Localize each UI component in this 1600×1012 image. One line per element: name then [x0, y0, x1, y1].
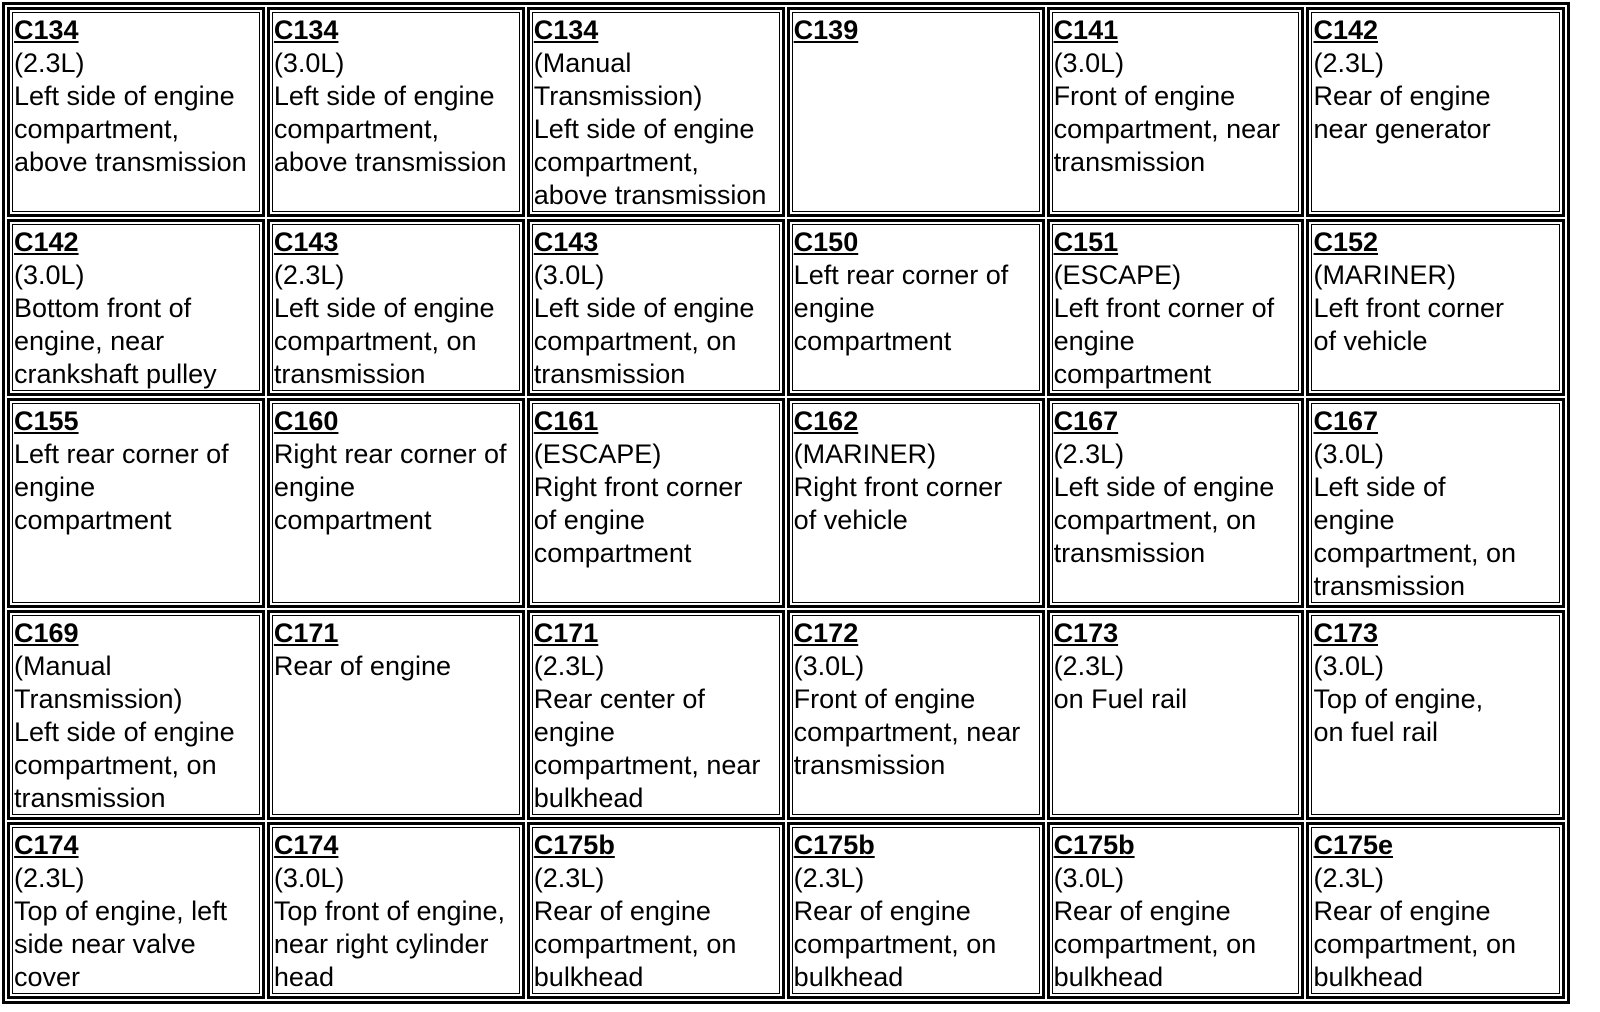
- location-text-line: transmission: [793, 750, 946, 780]
- table-row: [7, 219, 1565, 396]
- location-text-line: of vehicle: [793, 505, 908, 535]
- connector-code-link[interactable]: C175b: [533, 830, 615, 860]
- table-row: [7, 822, 1565, 999]
- location-text-line: (MARINER): [793, 439, 937, 469]
- location-text-line: (2.3L): [1313, 863, 1384, 893]
- location-text-line: Left rear corner of: [14, 439, 229, 469]
- location-text-line: Rear of engine: [273, 651, 452, 681]
- location-text-line: side near valve: [14, 929, 196, 959]
- connector-cell: [1306, 219, 1565, 396]
- location-text-line: compartment, on: [1313, 538, 1517, 568]
- location-text-line: above transmission: [533, 180, 767, 210]
- connector-cell: [1047, 610, 1305, 820]
- location-text-line: Left side of: [1313, 472, 1446, 502]
- table-body: [7, 7, 1565, 999]
- connector-cell: [267, 219, 525, 396]
- connector-code-link[interactable]: C160: [273, 406, 339, 436]
- location-text-line: (3.0L): [1053, 48, 1125, 78]
- location-text-line: compartment, on: [1053, 929, 1257, 959]
- connector-cell: [527, 219, 785, 396]
- connector-cell: [527, 7, 785, 217]
- location-text-line: bulkhead: [1313, 962, 1424, 992]
- connector-cell: [7, 398, 265, 608]
- location-text-line: Top of engine, left: [14, 896, 228, 926]
- location-text-line: Rear of engine: [1313, 896, 1491, 926]
- connector-cell: [7, 610, 265, 820]
- connector-code-link[interactable]: C150: [793, 227, 859, 257]
- connector-code-link[interactable]: C173: [1053, 618, 1119, 648]
- connector-code-link[interactable]: C143: [273, 227, 339, 257]
- connector-code-link[interactable]: C174: [273, 830, 339, 860]
- connector-code-link[interactable]: C171: [533, 618, 599, 648]
- location-text-line: Left side of engine: [1053, 472, 1275, 502]
- location-text-line: engine: [273, 472, 355, 502]
- location-text-line: near right cylinder: [273, 929, 489, 959]
- connector-code-link[interactable]: C175b: [1053, 830, 1135, 860]
- location-text-line: transmission: [1053, 538, 1206, 568]
- location-text-line: crankshaft pulley: [14, 359, 217, 389]
- connector-cell: [267, 822, 525, 999]
- location-text-line: compartment, near: [1053, 114, 1281, 144]
- connector-cell: [7, 822, 265, 999]
- location-text-line: Left side of engine: [14, 81, 235, 111]
- location-text-line: compartment, near: [533, 750, 761, 780]
- location-text-line: Left rear corner of: [793, 260, 1009, 290]
- connector-cell: [267, 610, 525, 820]
- location-text-line: (3.0L): [1313, 651, 1384, 681]
- connector-code-link[interactable]: C142: [1313, 15, 1378, 45]
- connector-cell: [787, 822, 1045, 999]
- location-text-line: Left front corner of: [1053, 293, 1275, 323]
- location-text-line: (3.0L): [1313, 439, 1384, 469]
- location-text-line: Right rear corner of: [273, 439, 507, 469]
- connector-cell: [7, 219, 265, 396]
- location-text-line: bulkhead: [1053, 962, 1164, 992]
- location-text-line: of engine: [533, 505, 645, 535]
- location-text-line: head: [273, 962, 334, 992]
- location-text-line: engine: [793, 293, 875, 323]
- connector-code-link[interactable]: C167: [1053, 406, 1119, 436]
- location-text-line: (2.3L): [793, 863, 865, 893]
- connector-cell: [7, 7, 265, 217]
- location-text-line: Left side of engine: [533, 293, 755, 323]
- connector-cell: [1047, 822, 1305, 999]
- location-text-line: compartment: [14, 505, 172, 535]
- location-text-line: (3.0L): [533, 260, 605, 290]
- location-text-line: (3.0L): [273, 48, 345, 78]
- location-text-line: compartment, on: [793, 929, 997, 959]
- location-text-line: Right front corner: [793, 472, 1003, 502]
- location-text-line: (2.3L): [14, 863, 85, 893]
- location-text-line: Left side of engine: [273, 81, 495, 111]
- location-text-line: (2.3L): [273, 260, 345, 290]
- connector-cell: [1306, 610, 1565, 820]
- connector-code-link[interactable]: C152: [1313, 227, 1378, 257]
- location-text-line: Top front of engine,: [273, 896, 506, 926]
- connector-code-link[interactable]: C143: [533, 227, 599, 257]
- connector-code-link[interactable]: C139: [793, 15, 859, 45]
- location-text-line: compartment,: [14, 114, 180, 144]
- connector-code-link[interactable]: C175b: [793, 830, 875, 860]
- location-text-line: Left front corner: [1313, 293, 1505, 323]
- connector-code-link[interactable]: C134: [533, 15, 599, 45]
- connector-code-link[interactable]: C134: [273, 15, 339, 45]
- table-row: [7, 610, 1565, 820]
- location-text-line: (2.3L): [1053, 651, 1125, 681]
- location-text-line: Front of engine: [1053, 81, 1236, 111]
- location-text-line: Rear of engine: [1313, 81, 1491, 111]
- location-text-line: compartment: [1053, 359, 1212, 389]
- connector-code-link[interactable]: C167: [1313, 406, 1378, 436]
- connector-code-link[interactable]: C172: [793, 618, 859, 648]
- location-text-line: compartment,: [273, 114, 439, 144]
- location-text-line: transmission: [1313, 571, 1465, 601]
- location-text-line: Rear of engine: [793, 896, 971, 926]
- location-text-line: (3.0L): [273, 863, 345, 893]
- connector-cell: [787, 398, 1045, 608]
- location-text-line: compartment: [793, 326, 952, 356]
- location-text-line: (3.0L): [793, 651, 865, 681]
- location-text-line: compartment, near: [793, 717, 1021, 747]
- location-text-line: engine: [1313, 505, 1395, 535]
- location-text-line: Right front corner: [533, 472, 743, 502]
- location-text-line: Rear center of: [533, 684, 705, 714]
- location-text-line: Transmission): [533, 81, 703, 111]
- location-text-line: compartment: [273, 505, 432, 535]
- connector-code-link[interactable]: C174: [14, 830, 79, 860]
- location-text-line: engine: [533, 717, 615, 747]
- connector-cell: [1047, 398, 1305, 608]
- connector-cell: [1047, 7, 1305, 217]
- connector-code-link[interactable]: C134: [14, 15, 79, 45]
- location-text-line: transmission: [1053, 147, 1206, 177]
- connector-code-link[interactable]: C141: [1053, 15, 1119, 45]
- location-text-line: transmission: [14, 783, 166, 813]
- location-text-line: (ESCAPE): [533, 439, 662, 469]
- location-text-line: compartment,: [533, 147, 699, 177]
- connector-code-link[interactable]: C155: [14, 406, 79, 436]
- connector-cell: [787, 219, 1045, 396]
- location-text-line: bulkhead: [533, 962, 644, 992]
- location-text-line: engine, near: [14, 326, 165, 356]
- connector-cell: [527, 610, 785, 820]
- location-text-line: (2.3L): [14, 48, 85, 78]
- connector-code-link[interactable]: C175e: [1313, 830, 1394, 860]
- location-text-line: (Manual: [533, 48, 632, 78]
- location-text-line: engine: [1053, 326, 1135, 356]
- location-text-line: compartment, on: [14, 750, 217, 780]
- connector-cell: [267, 398, 525, 608]
- location-text-line: on fuel rail: [1313, 717, 1439, 747]
- table-row: [7, 398, 1565, 608]
- location-text-line: above transmission: [14, 147, 247, 177]
- connector-code-link[interactable]: C151: [1053, 227, 1119, 257]
- location-text-line: Rear of engine: [533, 896, 711, 926]
- location-text-line: compartment, on: [533, 929, 737, 959]
- location-text-line: above transmission: [273, 147, 507, 177]
- location-text-line: (2.3L): [1053, 439, 1125, 469]
- connector-cell: [1306, 7, 1565, 217]
- location-text-line: near generator: [1313, 114, 1491, 144]
- location-text-line: Front of engine: [793, 684, 976, 714]
- location-text-line: compartment, on: [1313, 929, 1517, 959]
- connector-code-link[interactable]: C142: [14, 227, 79, 257]
- connector-code-link[interactable]: C173: [1313, 618, 1378, 648]
- location-text-line: (2.3L): [533, 651, 605, 681]
- connector-cell: [787, 7, 1045, 217]
- location-text-line: bulkhead: [533, 783, 644, 813]
- connector-code-link[interactable]: C161: [533, 406, 599, 436]
- connector-cell: [1306, 822, 1565, 999]
- location-text-line: compartment: [533, 538, 692, 568]
- location-text-line: Left side of engine: [273, 293, 495, 323]
- connector-code-link[interactable]: C169: [14, 618, 79, 648]
- location-text-line: compartment, on: [1053, 505, 1257, 535]
- connector-cell: [267, 7, 525, 217]
- connector-cell: [1047, 219, 1305, 396]
- location-text-line: Bottom front of: [14, 293, 192, 323]
- connector-code-link[interactable]: C171: [273, 618, 339, 648]
- connector-cell: [527, 398, 785, 608]
- location-text-line: bulkhead: [793, 962, 904, 992]
- location-text-line: (Manual: [14, 651, 112, 681]
- connector-cell: [787, 610, 1045, 820]
- location-text-line: compartment, on: [273, 326, 477, 356]
- connector-cell: [1306, 398, 1565, 608]
- location-text-line: (3.0L): [1053, 863, 1125, 893]
- location-text-line: Top of engine,: [1313, 684, 1484, 714]
- table-row: [7, 7, 1565, 217]
- location-text-line: of vehicle: [1313, 326, 1428, 356]
- location-text-line: (2.3L): [1313, 48, 1384, 78]
- location-text-line: Left side of engine: [14, 717, 235, 747]
- location-text-line: Transmission): [14, 684, 183, 714]
- location-text-line: (2.3L): [533, 863, 605, 893]
- location-text-line: compartment, on: [533, 326, 737, 356]
- location-text-line: transmission: [533, 359, 686, 389]
- location-text-line: engine: [14, 472, 96, 502]
- location-text-line: (3.0L): [14, 260, 85, 290]
- location-text-line: Left side of engine: [533, 114, 755, 144]
- location-text-line: (MARINER): [1313, 260, 1456, 290]
- location-text-line: on Fuel rail: [1053, 684, 1188, 714]
- connector-code-link[interactable]: C162: [793, 406, 859, 436]
- connector-cell: [527, 822, 785, 999]
- location-text-line: cover: [14, 962, 81, 992]
- connector-location-table: [2, 2, 1570, 1004]
- location-text-line: (ESCAPE): [1053, 260, 1182, 290]
- location-text-line: transmission: [273, 359, 426, 389]
- location-text-line: Rear of engine: [1053, 896, 1231, 926]
